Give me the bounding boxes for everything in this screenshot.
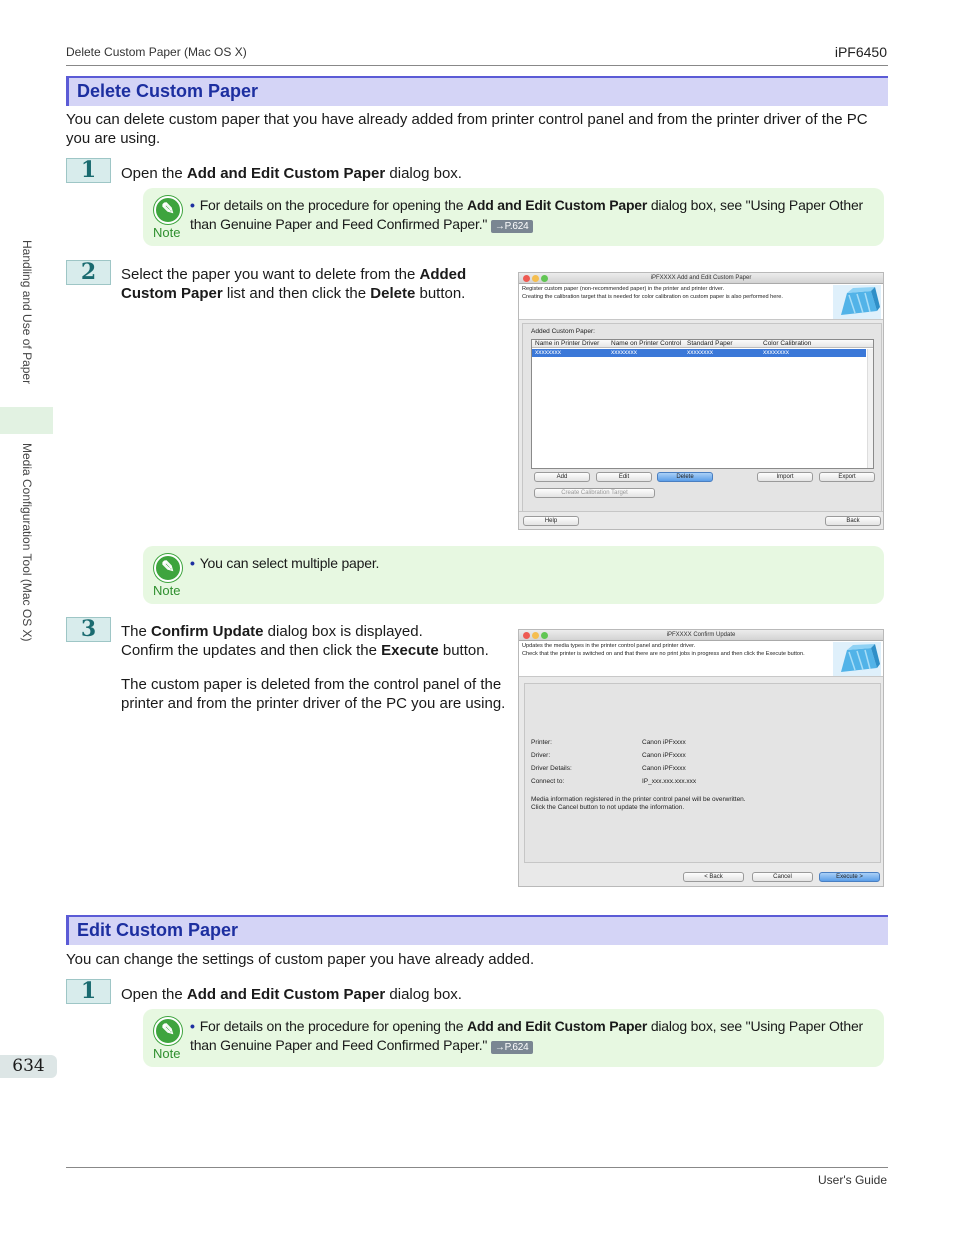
column-header[interactable]: Color Calibration <box>763 340 812 347</box>
cell: xxxxxxxx <box>535 349 561 356</box>
zoom-window-icon[interactable] <box>541 275 548 282</box>
create-calibration-target-button[interactable]: Create Calibration Target <box>534 488 655 498</box>
step-number: 3 <box>66 617 111 642</box>
note-box <box>143 1009 884 1067</box>
header-divider <box>66 65 888 66</box>
note-label: Note <box>153 225 181 240</box>
side-tab-section: Media Configuration Tool (Mac OS X) <box>20 443 34 642</box>
close-window-icon[interactable] <box>523 275 530 282</box>
page-reference-link[interactable]: →P.624 <box>491 220 533 233</box>
help-button[interactable]: Help <box>523 516 579 526</box>
description-line: Register custom paper (non-recommended paper) in the printer and printer driver. <box>522 286 725 292</box>
step-number: 2 <box>66 260 111 285</box>
cell: xxxxxxxx <box>763 349 789 356</box>
running-header-title: Delete Custom Paper (Mac OS X) <box>66 45 247 59</box>
page-reference-link[interactable]: →P.624 <box>491 1041 533 1054</box>
note-text: • You can select multiple paper. <box>190 555 380 571</box>
side-tab-chapter: Handling and Use of Paper <box>20 240 34 385</box>
side-tab-marker <box>0 407 53 434</box>
window-titlebar <box>519 630 883 641</box>
window-titlebar <box>519 273 883 284</box>
minimize-window-icon[interactable] <box>532 632 539 639</box>
field-label: Printer: <box>531 739 552 746</box>
custom-paper-list[interactable] <box>531 339 874 469</box>
bullet-icon: • <box>190 555 195 571</box>
field-label: Connect to: <box>531 778 565 785</box>
step-number: 1 <box>66 158 111 183</box>
added-custom-paper-group <box>522 323 882 512</box>
note-pencil-icon: ✎ <box>154 554 182 582</box>
note-pencil-icon: ✎ <box>154 196 182 224</box>
step-number: 1 <box>66 979 111 1004</box>
minimize-window-icon[interactable] <box>532 275 539 282</box>
section-intro-delete: You can delete custom paper that you have already added from printer control panel and from the printer driver of the PC you are using. <box>66 111 868 147</box>
table-row[interactable] <box>532 349 866 357</box>
description-line: Updates the media types in the printer control panel and printer driver. <box>522 643 696 649</box>
cell: xxxxxxxx <box>611 349 637 356</box>
page-number: 634 <box>0 1055 57 1078</box>
field-value: Canon iPFxxxx <box>642 765 686 772</box>
field-value: Canon iPFxxxx <box>642 752 686 759</box>
add-edit-custom-paper-dialog <box>518 272 884 530</box>
back-button[interactable]: Back <box>825 516 881 526</box>
section-title-edit: Edit Custom Paper <box>66 915 888 945</box>
running-header-model: iPF6450 <box>834 44 887 60</box>
field-label: Driver: <box>531 752 551 759</box>
section-intro-edit: You can change the settings of custom paper you have already added. <box>66 951 535 968</box>
note-label: Note <box>153 1046 181 1061</box>
printer-graphic-icon <box>833 285 881 319</box>
cancel-button[interactable]: Cancel <box>752 872 813 882</box>
group-label: Added Custom Paper: <box>531 328 595 335</box>
dialog-description <box>519 641 883 677</box>
execute-button[interactable]: Execute > <box>819 872 880 882</box>
dialog-description <box>519 284 883 320</box>
overwrite-warning: Media information registered in the printer control panel will be overwritten. <box>531 796 746 803</box>
export-button[interactable]: Export <box>819 472 875 482</box>
bullet-icon: • <box>190 1018 195 1034</box>
window-title: iPFXXXX Confirm Update <box>666 632 736 638</box>
step-text: Open the Add and Edit Custom Paper dialog box. <box>121 986 462 1003</box>
step-text: The Confirm Update dialog box is displayed. Confirm the updates and then click the Execute button. <box>121 623 489 659</box>
cancel-hint: Click the Cancel button to not update the information. <box>531 804 685 811</box>
step-text: Select the paper you want to delete from the Added Custom Paper list and then click the Delete button. <box>121 266 467 302</box>
note-label: Note <box>153 583 181 598</box>
note-box <box>143 188 884 246</box>
bullet-icon: • <box>190 197 195 213</box>
dialog-footer <box>519 511 884 530</box>
edit-button[interactable]: Edit <box>596 472 652 482</box>
window-title: iPFXXXX Add and Edit Custom Paper <box>650 275 752 281</box>
close-window-icon[interactable] <box>523 632 530 639</box>
import-button[interactable]: Import <box>757 472 813 482</box>
field-value: Canon iPFxxxx <box>642 739 686 746</box>
note-box <box>143 546 884 604</box>
printer-graphic-icon <box>833 642 881 676</box>
note-pencil-icon: ✎ <box>154 1017 182 1045</box>
back-button[interactable]: < Back <box>683 872 744 882</box>
footer-divider <box>66 1167 888 1168</box>
column-header[interactable]: Standard Paper <box>687 340 733 347</box>
section-title-delete: Delete Custom Paper <box>66 76 888 106</box>
step-result-text: The custom paper is deleted from the control panel of the printer and from the printer driver of the PC you are using. <box>121 676 506 712</box>
footer-guide-name: User's Guide <box>818 1173 887 1187</box>
add-button[interactable]: Add <box>534 472 590 482</box>
cell: xxxxxxxx <box>687 349 713 356</box>
confirm-update-dialog <box>518 629 884 887</box>
column-header[interactable]: Name on Printer Control <box>611 340 682 347</box>
column-header[interactable]: Name in Printer Driver <box>535 340 600 347</box>
note-text: • For details on the procedure for opening the Add and Edit Custom Paper dialog box, see "Using Paper Other than Genuine Paper and Feed Confirmed Paper." →P.624 <box>190 197 863 232</box>
field-label: Driver Details: <box>531 765 572 772</box>
delete-button[interactable]: Delete <box>657 472 713 482</box>
note-text: • For details on the procedure for opening the Add and Edit Custom Paper dialog box, see "Using Paper Other than Genuine Paper and Feed Confirmed Paper." →P.624 <box>190 1018 863 1053</box>
list-scrollbar[interactable] <box>867 349 873 468</box>
confirm-info-panel <box>524 683 881 863</box>
list-header <box>532 340 873 348</box>
zoom-window-icon[interactable] <box>541 632 548 639</box>
step-text: Open the Add and Edit Custom Paper dialog box. <box>121 165 462 182</box>
field-value: IP_xxx.xxx.xxx.xxx <box>642 778 697 785</box>
description-line: Check that the printer is switched on and that there are no print jobs in progress and then click the Execute button. <box>522 650 805 657</box>
description-line: Creating the calibration target that is needed for color calibration on custom paper is also performed here. <box>522 293 783 300</box>
